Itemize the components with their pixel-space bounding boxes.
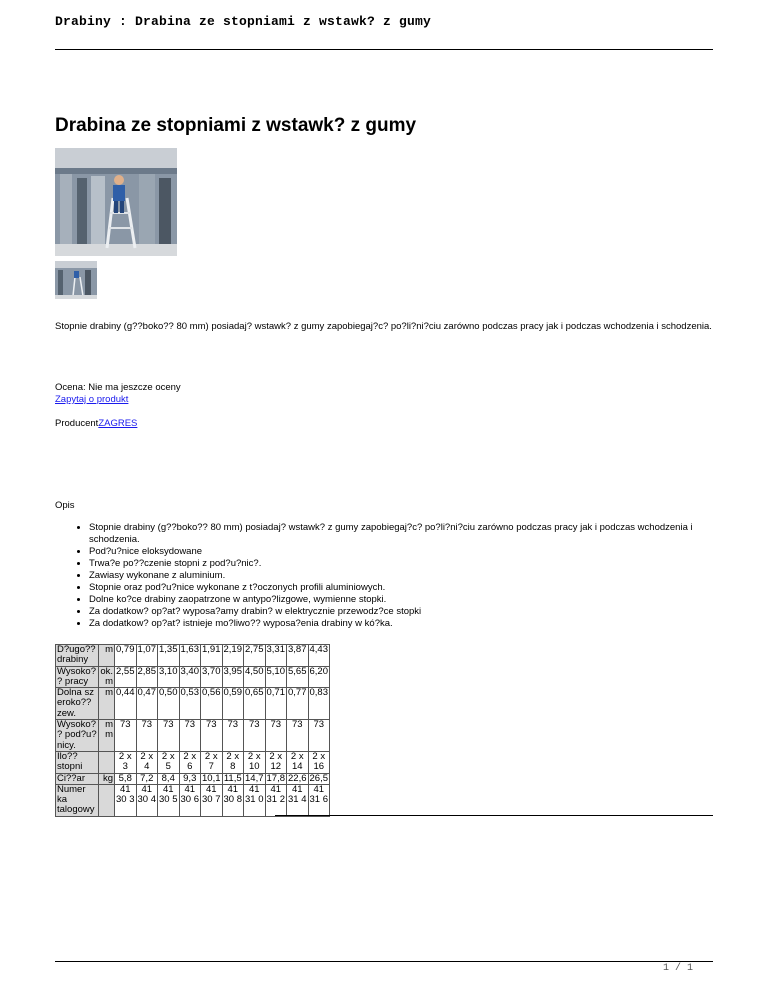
- table-cell: 41 30 3: [115, 784, 137, 816]
- product-photo-illustration: [55, 148, 177, 256]
- row-unit: [99, 784, 115, 816]
- table-cell: 41 30 6: [179, 784, 201, 816]
- feature-list: [55, 522, 715, 630]
- table-cell: 3,70: [201, 666, 223, 688]
- table-cell: 14,7: [245, 772, 264, 784]
- feature-item: • Za dodatkow? op?at? istnieje mo?liwo?? wyposa?enia drabiny w kó?ka.: [89, 618, 715, 630]
- table-cell: 3,10: [158, 666, 180, 688]
- thumbnail-illustration: [55, 261, 97, 299]
- producer-line: [55, 418, 137, 430]
- row-unit: kg: [99, 773, 115, 784]
- table-cell: 73: [136, 720, 158, 752]
- table-cell: 9,3: [179, 773, 201, 784]
- description-heading: Opis: [55, 500, 75, 511]
- table-cell: 73: [158, 720, 180, 752]
- table-cell: 1,91: [201, 645, 223, 667]
- table-cell: 0,53: [179, 688, 201, 720]
- table-cell: 2 x 6: [179, 751, 201, 773]
- table-cell: 10,1: [202, 772, 221, 784]
- product-thumbnail[interactable]: [55, 261, 97, 299]
- table-cell: 2,75: [244, 645, 266, 667]
- table-cell: 2,85: [136, 666, 158, 688]
- table-cell: 8,4: [158, 773, 180, 784]
- table-row: [56, 773, 330, 784]
- product-rating: Ocena: Nie ma jeszcze oceny: [55, 382, 181, 393]
- table-cell: 5,10: [265, 666, 287, 688]
- table-cell: 41 30 5: [158, 784, 180, 816]
- row-label: Numer ka talogowy: [56, 784, 99, 816]
- table-cell: 2 x 3: [115, 751, 137, 773]
- table-cell: 73: [201, 720, 223, 752]
- table-cell: 3,87: [287, 645, 309, 667]
- table-cell: 2 x 4: [136, 751, 158, 773]
- table-cell: 2,55: [115, 666, 137, 688]
- row-unit: m m: [99, 720, 115, 752]
- table-cell: 22,6: [288, 772, 307, 784]
- table-cell: 73: [287, 720, 309, 752]
- page-title: Drabina ze stopniami z wstawk? z gumy: [55, 115, 417, 136]
- table-cell: 3,40: [179, 666, 201, 688]
- row-label: Wysoko? ? pod?u? nicy.: [57, 719, 97, 751]
- table-cell: 0,79: [115, 645, 137, 667]
- table-row: [56, 720, 330, 752]
- product-intro: Stopnie drabiny (g??boko?? 80 mm) posiadaj? wstawk? z gumy zapobiegaj?c? po?li?ni?ciu zarówno podczas pracy jak i podczas wchodzenia i schodzenia.: [55, 321, 712, 332]
- table-cell: 73: [222, 720, 244, 752]
- table-cell: 3,95: [222, 666, 244, 688]
- table-cell: 2 x 8: [222, 751, 244, 773]
- table-cell: 2 x 5: [158, 751, 180, 773]
- feature-item: • Stopnie drabiny (g??boko?? 80 mm) posiadaj? wstawk? z gumy zapobiegaj?c? po?li?ni?ciu zarówno podczas pracy jak i podczas wchodzenia i schodzenia.: [89, 522, 715, 546]
- product-image[interactable]: [55, 148, 177, 256]
- table-cell: 41 30 8: [222, 784, 244, 816]
- feature-item: • Trwa?e po??czenie stopni z pod?u?nic?.: [89, 558, 715, 570]
- feature-item: • Pod?u?nice eloksydowane: [89, 546, 715, 558]
- row-unit: m: [99, 688, 115, 720]
- table-cell: 2 x 7: [201, 751, 223, 773]
- producer-label: Producent: [55, 418, 99, 429]
- table-cell: 41 31 4: [287, 784, 309, 816]
- table-cell: 41 30 7: [201, 784, 223, 816]
- document-header: Drabiny : Drabina ze stopniami z wstawk? z gumy: [55, 14, 432, 29]
- row-label: Dolna sz eroko?? zew.: [56, 688, 99, 720]
- row-unit: [99, 751, 115, 773]
- table-cell: 0,71: [265, 688, 287, 720]
- feature-item: • Dolne ko?ce drabiny zaopatrzone w antypo?lizgowe, wymienne stopki.: [89, 594, 715, 606]
- table-cell: 0,44: [115, 688, 137, 720]
- table-row: [56, 751, 330, 773]
- specification-table: [55, 644, 330, 817]
- producer-link[interactable]: ZAGRES: [98, 418, 138, 429]
- table-cell: 7,2: [136, 773, 158, 784]
- header-divider: [55, 49, 713, 50]
- feature-item: • Zawiasy wykonane z aluminium.: [89, 570, 715, 582]
- row-label: Ilo?? stopni: [56, 751, 99, 773]
- table-cell: 41 31 0: [244, 784, 266, 816]
- table-cell: 0,65: [244, 688, 266, 720]
- row-unit: ok. m: [100, 665, 113, 687]
- table-cell: 11,5: [223, 772, 242, 784]
- table-cell: 6,20: [308, 666, 330, 688]
- table-cell: 0,47: [136, 688, 158, 720]
- feature-item: • Za dodatkow? op?at? wyposa?amy drabin? w elektrycznie przewodz?ce stopki: [89, 606, 715, 618]
- table-cell: 2 x 14: [287, 751, 309, 773]
- row-unit: m: [99, 645, 115, 667]
- table-divider: [275, 815, 713, 816]
- table-cell: 41 31 6: [308, 784, 330, 816]
- table-row: [56, 688, 330, 720]
- table-cell: 2 x 10: [244, 751, 266, 773]
- table-cell: 26,5: [309, 772, 328, 784]
- table-row: [56, 666, 330, 688]
- table-cell: 73: [179, 720, 201, 752]
- table-cell: 4,50: [244, 666, 266, 688]
- table-row: [56, 784, 330, 816]
- footer-divider: [55, 961, 713, 962]
- row-label: Wysoko? ? pracy: [56, 666, 99, 688]
- table-cell: 0,77: [287, 688, 309, 720]
- row-label: Ci??ar: [56, 773, 99, 784]
- table-cell: 0,56: [201, 688, 223, 720]
- table-cell: 1,63: [179, 645, 201, 667]
- page-number: 1 / 1: [663, 963, 694, 974]
- table-cell: 2,19: [222, 645, 244, 667]
- table-cell: 0,83: [308, 688, 330, 720]
- table-row: [56, 645, 330, 667]
- table-cell: 0,50: [158, 688, 180, 720]
- table-cell: 1,35: [158, 645, 180, 667]
- table-cell: 5,8: [115, 773, 137, 784]
- table-cell: 0,59: [222, 688, 244, 720]
- table-cell: 73: [244, 720, 266, 752]
- table-cell: 2 x 12: [265, 751, 287, 773]
- table-cell: 17,8: [266, 772, 285, 784]
- table-cell: 2 x 16: [308, 751, 330, 773]
- table-cell: 41 30 4: [136, 784, 158, 816]
- table-cell: 5,65: [287, 666, 309, 688]
- table-cell: 41 31 2: [265, 784, 287, 816]
- feature-item: • Stopnie oraz pod?u?nice wykonane z t?oczonych profili aluminiowych.: [89, 582, 715, 594]
- table-cell: 4,43: [308, 645, 330, 667]
- row-label: D?ugo?? drabiny: [56, 645, 99, 667]
- table-cell: 73: [308, 720, 330, 752]
- table-cell: 73: [265, 720, 287, 752]
- table-cell: 1,07: [136, 645, 158, 667]
- ask-about-product-link[interactable]: Zapytaj o produkt: [55, 394, 129, 405]
- table-cell: 3,31: [265, 645, 287, 667]
- table-cell: 73: [115, 720, 137, 752]
